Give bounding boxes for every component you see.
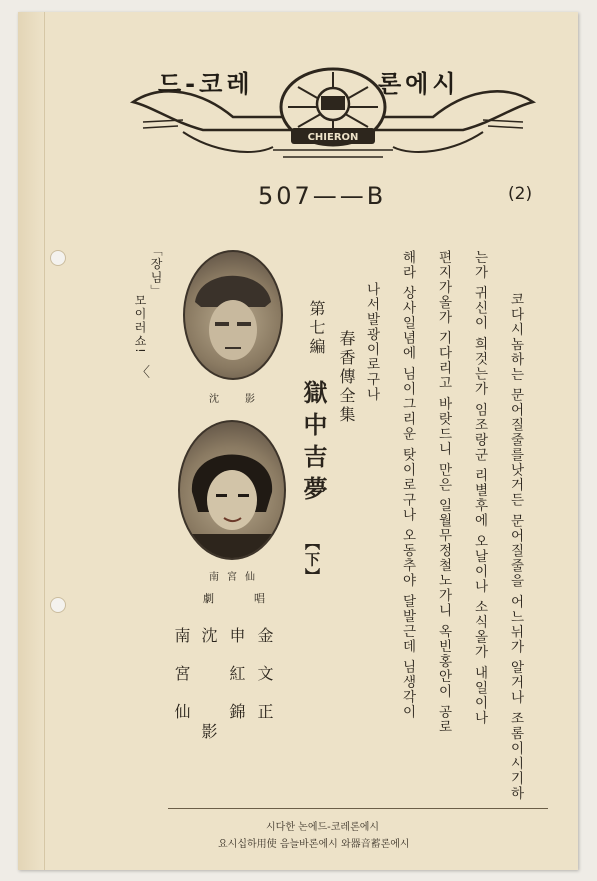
- series-title: 春香傳全集: [337, 330, 356, 425]
- paper-fold: [18, 12, 45, 870]
- footer-rule: [168, 808, 548, 809]
- singer-column-2: 申紅錦: [227, 627, 246, 741]
- logo-wordmark: CHIERON: [307, 132, 359, 143]
- lyric-column-2: 는가 귀신이 희것는가 임조랑군 리별후에 오날이나 소식올가 내일이나: [471, 250, 488, 726]
- sidenote-tag: 「장님」: [149, 244, 163, 298]
- singer-column-1: 金文正: [255, 627, 274, 741]
- performer-photo-2-caption: 南宮仙: [209, 572, 263, 583]
- binder-hole: [50, 597, 66, 613]
- binder-hole: [50, 250, 66, 266]
- episode-label: 第七編: [307, 300, 326, 357]
- footer-line-2: 요시십하用使 음늘바론에시 와器音蓄론에시: [218, 839, 410, 850]
- lyric-column-3: 편지가올가 기다리고 바랏드니 만은 일월무정철노가니 옥빈홍안이 공로: [435, 250, 452, 735]
- sidenote-text: 모이러쇼!: [133, 294, 147, 355]
- lyric-column-1: 코다시놈하는 문어질줄를낫거든 문어질줄을 어느뉘가 알거나 조롬이시기하: [507, 292, 524, 801]
- lyric-column-5: 나서발광이로구나: [363, 282, 380, 402]
- sidenote-mark: 〈: [136, 365, 150, 381]
- record-lyric-sheet: [18, 12, 578, 870]
- footer-line-1: 시다한 논에드-코레론에시: [266, 822, 380, 833]
- performer-photo-2: [178, 420, 286, 560]
- song-title: 獄中吉夢: [299, 380, 328, 508]
- performer-photo-1: [183, 250, 283, 380]
- brand-right-text: 론에시: [378, 70, 460, 98]
- side-number: (2): [508, 184, 533, 204]
- catalog-number: 507——B: [258, 182, 387, 210]
- lyric-column-4: 해라 상사일념에 님이그리운 탓이로구나 오동추야 달발근데 님생각이: [399, 250, 416, 720]
- performer-photo-1-caption: 沈 影: [209, 394, 263, 405]
- singer-column-4: 南宮仙: [172, 627, 191, 741]
- singer-column-3: 沈影: [199, 627, 218, 819]
- performers-heading: 劇 唱: [203, 592, 271, 605]
- part-label: 【下】: [303, 535, 321, 585]
- brand-left-text: 드-코레: [158, 70, 254, 98]
